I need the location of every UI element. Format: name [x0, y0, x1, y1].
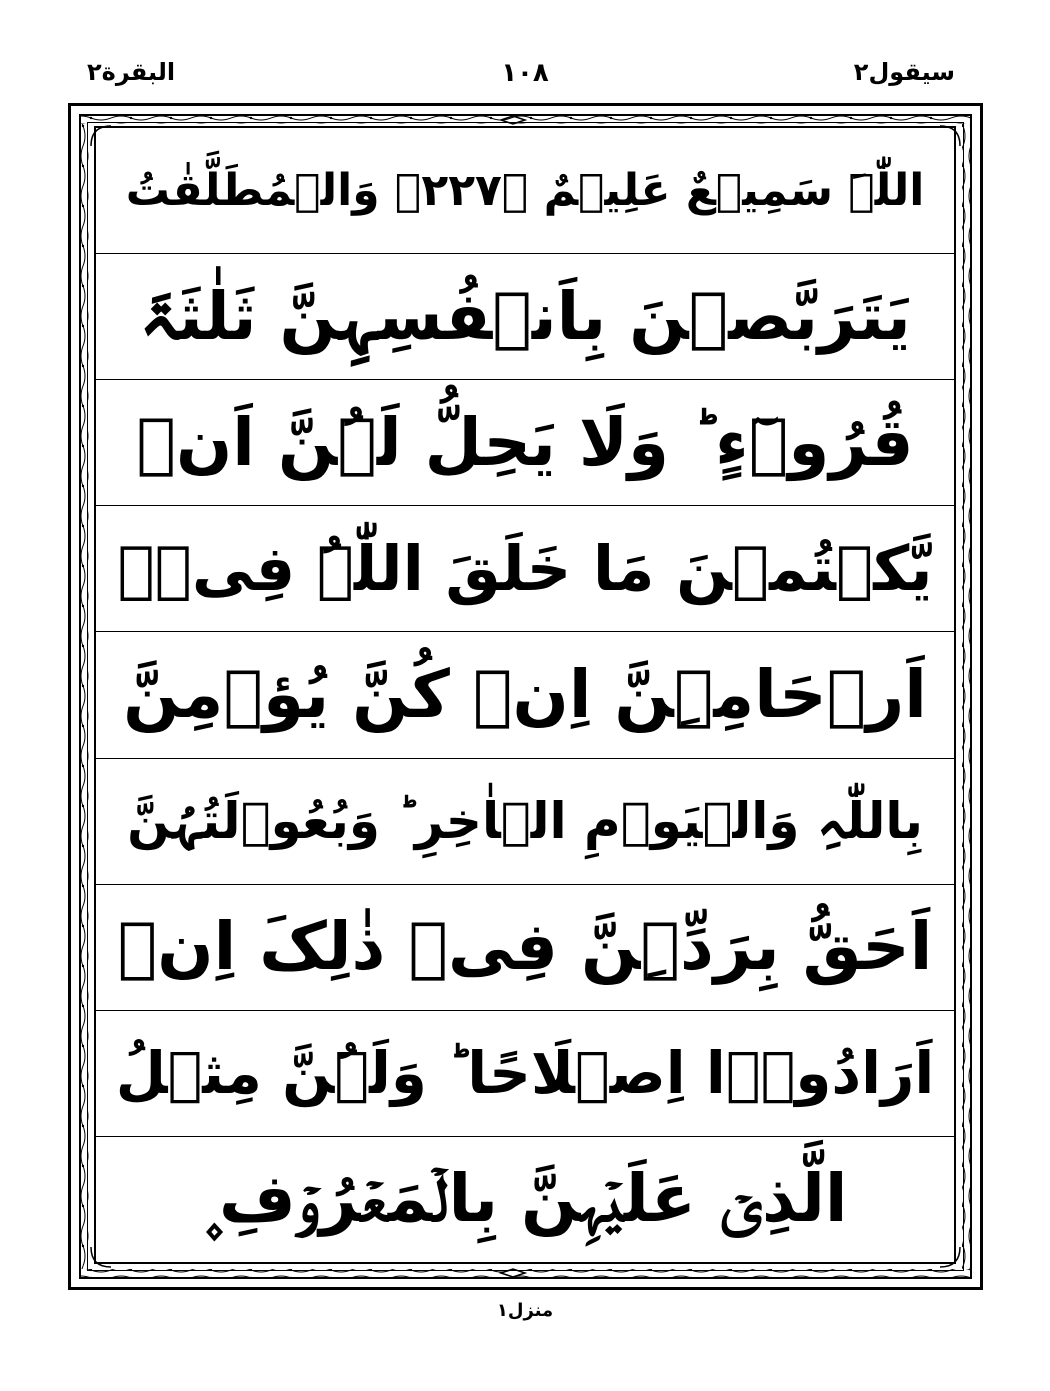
verse-line: قُرُوۡٓءٍ ؕ وَلَا یَحِلُّ لَہُنَّ اَنۡ	[96, 380, 954, 506]
verse-line: الَّذِیۡ عَلَیۡہِنَّ بِالۡمَعۡرُوۡفِ ۪	[202, 1160, 848, 1238]
verse-line: اَرَادُوۡۤا اِصۡلَاحًا ؕ وَلَہُنَّ مِثۡلُ	[96, 1011, 954, 1137]
page-number: ١٠٨	[501, 58, 549, 88]
verse-line: اللّٰہَ سَمِیۡعٌ عَلِیۡمٌ ﴿۲۲۷﴾ وَالۡمُطَلَّقٰتُ	[96, 128, 954, 254]
verse-line: اَرۡحَامِہِنَّ اِنۡ کُنَّ یُؤۡمِنَّ	[96, 632, 954, 758]
manzil-label: منزل۱	[496, 1300, 554, 1321]
verse-line: بِاللّٰہِ وَالۡیَوۡمِ الۡاٰخِرِ ؕ وَبُعُوۡلَتُہُنَّ	[96, 759, 954, 885]
page-footer	[0, 1300, 1050, 1321]
verse-text-block	[94, 126, 956, 1264]
juz-name-label: سیقول٢	[853, 58, 955, 86]
verse-line: اَحَقُّ بِرَدِّہِنَّ فِیۡ ذٰلِکَ اِنۡ	[96, 885, 954, 1011]
verse-line: یَتَرَبَّصۡنَ بِاَنۡفُسِہِنَّ ثَلٰثَۃَ	[96, 254, 954, 380]
verse-line: یَّکۡتُمۡنَ مَا خَلَقَ اللّٰہُ فِیۡۤ	[96, 506, 954, 632]
page-header	[75, 58, 975, 98]
surah-name-label: البقرة٢	[87, 58, 176, 86]
